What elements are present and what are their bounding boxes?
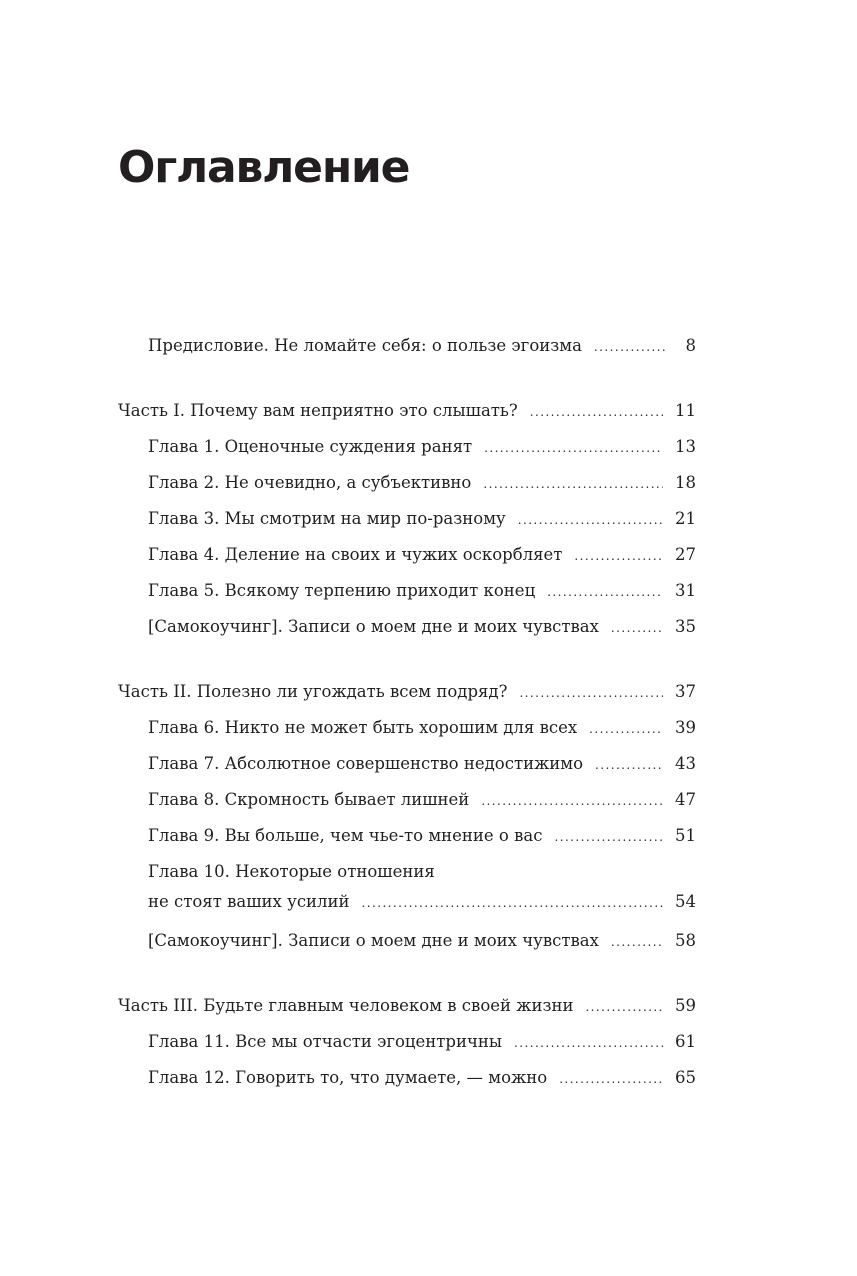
leader-dots: [589, 711, 663, 747]
toc-entry-chapter-6: [118, 710, 696, 746]
toc-entry-label: Глава 4. Деление на своих и чужих оскорбляет: [148, 545, 563, 564]
toc-page-number: 35: [675, 617, 696, 636]
toc-page-number: 43: [675, 754, 696, 773]
toc-page-number: 18: [675, 473, 696, 492]
leader-dots: [574, 538, 663, 574]
page-title: Оглавление: [118, 142, 410, 193]
leader-dots: [585, 989, 663, 1025]
leader-dots: [594, 329, 666, 365]
toc-entry-label: Глава 9. Вы больше, чем чье-то мнение о вас: [148, 826, 543, 845]
toc-entry-label-line-2: не стоят ваших усилий: [148, 892, 350, 911]
toc-entry-chapter-7: [118, 746, 696, 782]
toc-entry-chapter-3: [118, 501, 696, 537]
toc-entry-label: Глава 11. Все мы отчасти эгоцентричны: [148, 1032, 503, 1051]
toc-page-number: 11: [675, 401, 696, 420]
toc-page-number: 8: [685, 336, 696, 355]
toc-page-number: 58: [675, 931, 696, 950]
leader-dots: [547, 574, 663, 610]
toc-entry-chapter-5: [118, 573, 696, 609]
toc-entry-preface: [118, 328, 696, 364]
toc-entry-label: Часть II. Полезно ли угождать всем подряд?: [118, 682, 508, 701]
toc-entry-label: Глава 1. Оценочные суждения ранят: [148, 437, 473, 456]
toc-entry-label: Глава 2. Не очевидно, а субъективно: [148, 473, 472, 492]
toc-page-number: 27: [675, 545, 696, 564]
leader-dots: [611, 924, 663, 960]
toc-entry-chapter-4: [118, 537, 696, 573]
toc-entry-label: Глава 12. Говорить то, что думаете, — можно: [148, 1068, 548, 1087]
toc-entry-label: Часть I. Почему вам неприятно это слышать?: [118, 401, 518, 420]
toc-entry-label: Предисловие. Не ломайте себя: о пользе эгоизма: [148, 336, 582, 355]
table-of-contents: [118, 328, 696, 1096]
toc-entry-chapter-8: [118, 782, 696, 818]
toc-page-number: 65: [675, 1068, 696, 1087]
toc-entry-label: Глава 7. Абсолютное совершенство недостижимо: [148, 754, 584, 773]
toc-entry-label: Часть III. Будьте главным человеком в своей жизни: [118, 996, 574, 1015]
toc-page-number: 54: [675, 892, 696, 911]
leader-dots: [519, 675, 663, 711]
toc-entry-label: Глава 3. Мы смотрим на мир по-разному: [148, 509, 506, 528]
toc-entry-label: Глава 5. Всякому терпению приходит конец: [148, 581, 536, 600]
leader-dots: [559, 1061, 663, 1097]
leader-dots: [518, 502, 663, 538]
leader-dots: [362, 888, 663, 918]
toc-entry-chapter-9: [118, 818, 696, 854]
toc-entry-self-coaching-1: [118, 609, 696, 645]
toc-entry-chapter-11: [118, 1024, 696, 1060]
leader-dots: [554, 819, 663, 855]
toc-entry-label: [Самокоучинг]. Записи о моем дне и моих чувствах: [148, 617, 599, 636]
toc-entry-chapter-12: [118, 1060, 696, 1096]
toc-entry-part-2: [118, 674, 696, 710]
leader-dots: [484, 430, 663, 466]
toc-entry-part-1: [118, 393, 696, 429]
toc-entry-self-coaching-2: [118, 923, 696, 959]
leader-dots: [611, 610, 663, 646]
toc-page-number: 61: [675, 1032, 696, 1051]
toc-page-number: 37: [675, 682, 696, 701]
leader-dots: [514, 1025, 663, 1061]
toc-page-number: 47: [675, 790, 696, 809]
toc-entry-chapter-2: [118, 465, 696, 501]
leader-dots: [530, 394, 663, 430]
toc-entry-part-3: [118, 988, 696, 1024]
toc-page-number: 39: [675, 718, 696, 737]
leader-dots: [595, 747, 663, 783]
leader-dots: [483, 466, 663, 502]
toc-entry-label: [Самокоучинг]. Записи о моем дне и моих чувствах: [148, 931, 599, 950]
toc-page-number: 51: [675, 826, 696, 845]
leader-dots: [481, 783, 663, 819]
toc-entry-label: Глава 6. Никто не может быть хорошим для всех: [148, 718, 578, 737]
toc-entry-label: Глава 8. Скромность бывает лишней: [148, 790, 470, 809]
toc-entry-chapter-1: [118, 429, 696, 465]
toc-page-number: 13: [675, 437, 696, 456]
toc-page-number: 31: [675, 581, 696, 600]
toc-page-number: 59: [675, 996, 696, 1015]
toc-entry-chapter-10: [118, 854, 696, 923]
toc-page-number: 21: [675, 509, 696, 528]
toc-entry-label-line-1: Глава 10. Некоторые отношения: [148, 862, 435, 881]
